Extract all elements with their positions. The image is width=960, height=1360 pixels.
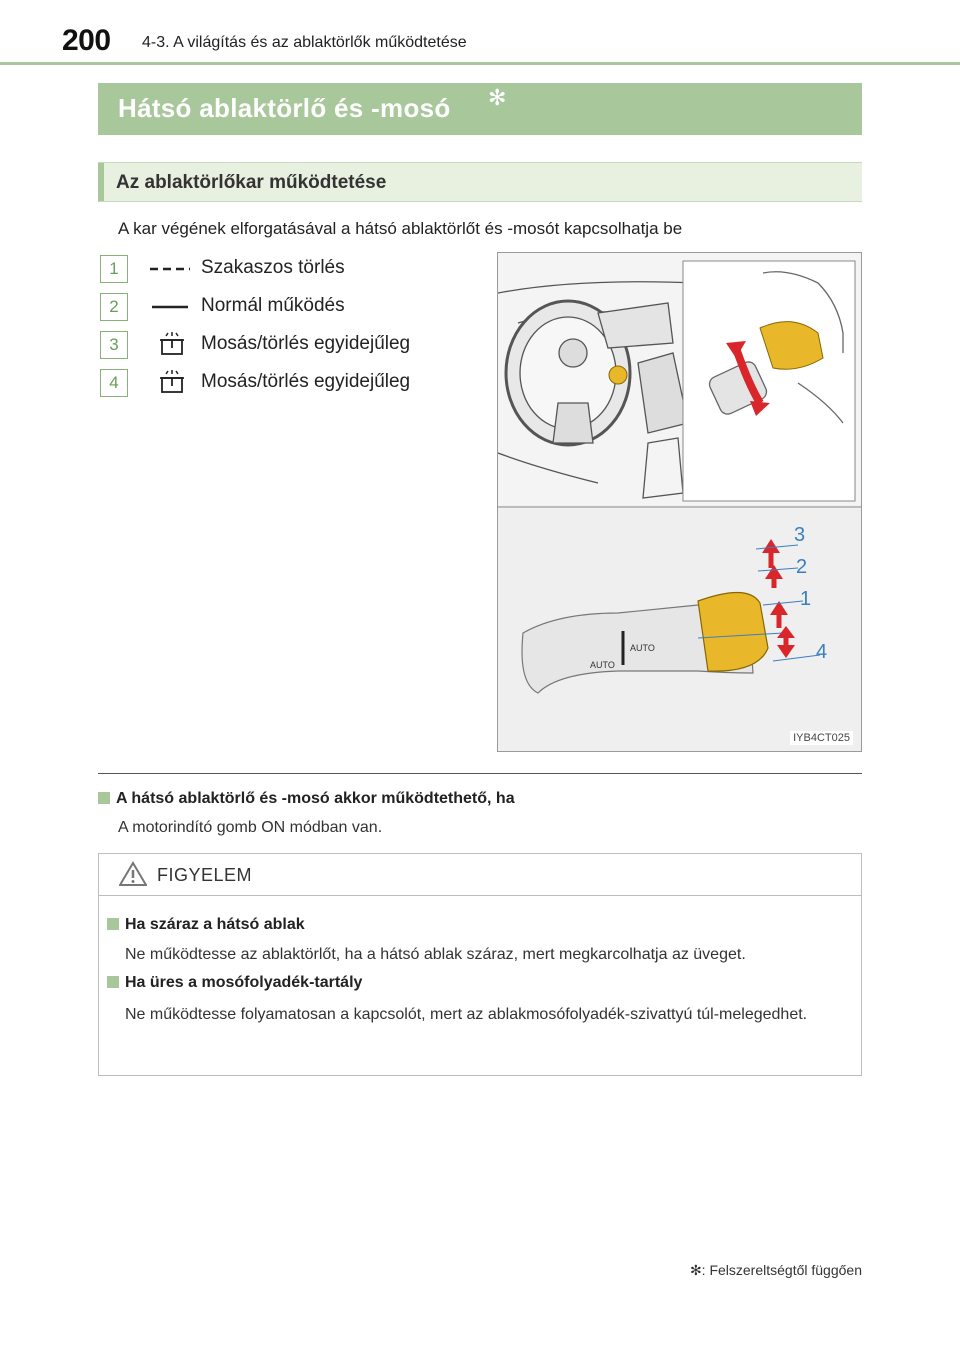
warning-header (99, 854, 861, 896)
footnote (690, 1262, 862, 1279)
number-badge: 3 (100, 331, 128, 359)
bullet-square-icon (107, 918, 119, 930)
optional-equipment-marker: ✻ (488, 85, 507, 110)
stalk-label: AUTO (590, 660, 615, 670)
warning-item-body: Ne működtesse folyamatosan a kapcsolót, mert az ablakmosófolyadék-szivattyú túl-melegedhet. (125, 1006, 808, 1023)
legend-text: Szakaszos törlés (201, 257, 345, 278)
figure-caption: IYB4CT025 (790, 731, 853, 745)
solid-line-icon (148, 293, 192, 321)
chapter-title: 4-3. A világítás és az ablaktörlők működtetése (142, 34, 467, 51)
wiper-lever-illustration (497, 252, 862, 752)
subsection-accent (98, 163, 104, 201)
number-badge: 2 (100, 293, 128, 321)
section-divider (98, 773, 862, 774)
callout-2: 2 (796, 556, 808, 578)
warning-item-heading-text: Ha üres a mosófolyadék-tartály (125, 974, 363, 991)
legend-text: Mosás/törlés egyidejűleg (201, 333, 411, 354)
intro-text: A kar végének elforgatásával a hátsó ablaktörlőt és -mosót kapcsolhatja be (118, 219, 683, 238)
page-header (0, 0, 960, 66)
illustration-drawing (498, 253, 862, 752)
footnote-marker: ✻ (689, 1262, 702, 1278)
washer-icon (148, 369, 192, 397)
warning-label: FIGYELEM (157, 865, 253, 885)
legend-item-1 (100, 255, 480, 285)
callout-1: 1 (800, 588, 812, 610)
stalk-label: AUTO (630, 643, 655, 653)
legend-text: Normál működés (201, 295, 345, 316)
condition-heading-text: A hátsó ablaktörlő és -mosó akkor működtethető, ha (116, 790, 515, 807)
header-rule (0, 62, 960, 65)
footnote-text: : Felszereltségtől függően (701, 1262, 862, 1278)
section-title-bar (98, 83, 862, 135)
callout-4: 4 (816, 641, 828, 663)
legend-text: Mosás/törlés egyidejűleg (201, 371, 411, 392)
number-badge: 4 (100, 369, 128, 397)
bullet-square-icon (98, 792, 110, 804)
dashed-line-icon (148, 255, 192, 283)
number-badge: 1 (100, 255, 128, 283)
condition-body: A motorindító gomb ON módban van. (118, 819, 383, 836)
subsection-title: Az ablaktörlőkar működtetése (116, 172, 387, 193)
warning-triangle-icon (119, 861, 147, 887)
legend-item-2 (100, 293, 480, 323)
legend-item-3 (100, 331, 480, 361)
warning-box (98, 853, 862, 1076)
warning-item-heading-text: Ha száraz a hátsó ablak (125, 916, 305, 933)
warning-item-heading (107, 974, 362, 992)
callout-3: 3 (794, 524, 806, 546)
subsection-title-bar (98, 162, 862, 202)
condition-heading (98, 790, 515, 808)
washer-icon (148, 331, 192, 359)
warning-item-heading (107, 916, 305, 934)
page-number: 200 (62, 24, 111, 57)
section-title: Hátsó ablaktörlő és -mosó (118, 93, 451, 123)
warning-item-body: Ne működtesse az ablaktörlőt, ha a hátsó ablak száraz, mert megkarcolhatja az üveget. (125, 946, 746, 963)
legend-item-4 (100, 369, 480, 399)
bullet-square-icon (107, 976, 119, 988)
